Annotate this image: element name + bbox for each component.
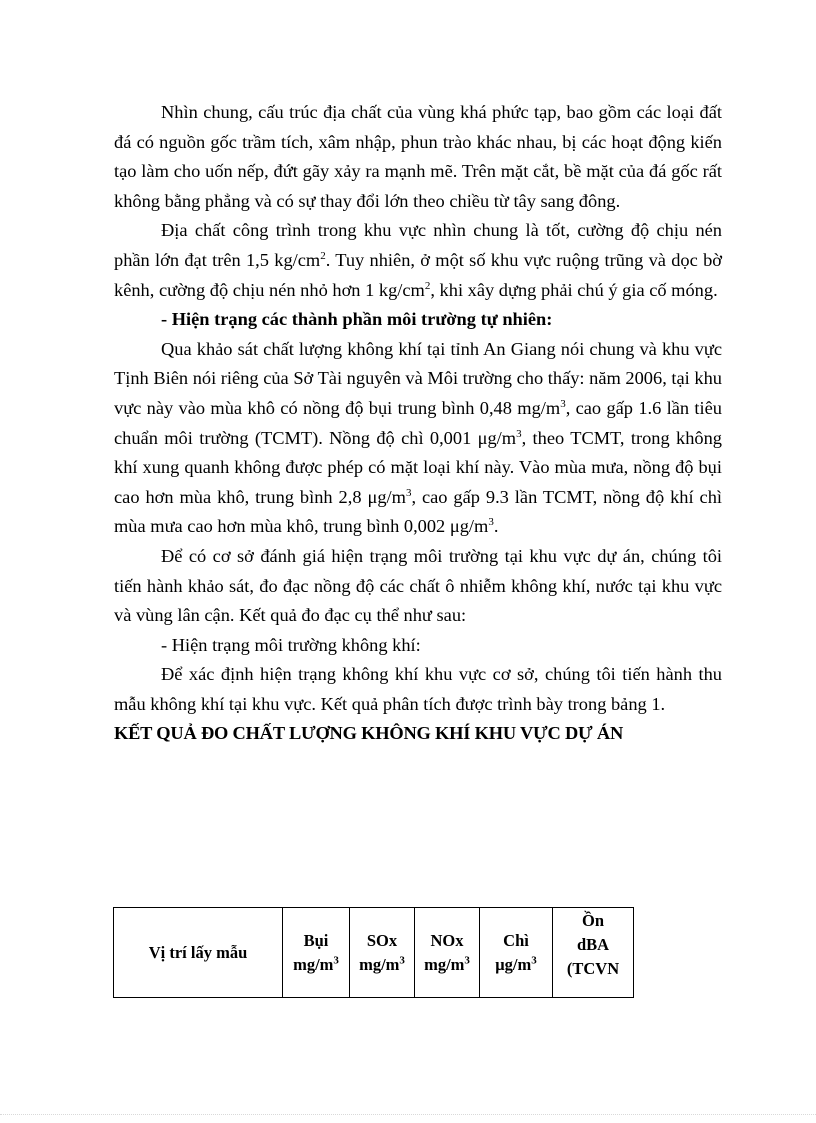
paragraph-sampling: Để xác định hiện trạng không khí khu vực cơ sở, chúng tôi tiến hành thu mẫu không khí tại khu vực. Kết quả phân tích được trình bày trong bảng 1. xyxy=(114,664,722,714)
header-lead: Chì $\mu g/m^3$ xyxy=(480,908,553,998)
section-heading-natural-environment: - Hiện trạng các thành phần môi trường tự nhiên: xyxy=(161,309,553,330)
air-quality-table xyxy=(113,907,634,998)
header-nox: NOx $mg/m^3$ xyxy=(415,908,480,998)
header-sampling-location: Vị trí lấy mẫu xyxy=(114,908,283,998)
section-heading-air-environment: - Hiện trạng môi trường không khí: xyxy=(161,634,421,655)
table-title: KẾT QUẢ ĐO CHẤT LƯỢNG KHÔNG KHÍ KHU VỰC DỰ ÁN xyxy=(114,723,624,744)
paragraph-assessment-basis: Để có cơ sở đánh giá hiện trạng môi trường tại khu vực dự án, chúng tôi tiến hành khảo sát, đo đạc nồng độ các chất ô nhiễm không khí, nước tại khu vực và vùng lân cận. Kết quả đo đạc cụ thể như sau: xyxy=(114,545,722,626)
header-noise: Ồn dBA (TCVN xyxy=(553,908,634,998)
paragraph-air-quality-survey: Qua khảo sát chất lượng không khí tại tỉnh An Giang nói chung và khu vực Tịnh Biên nói riêng của Sở Tài nguyên và Môi trường cho thấy: năm 2006, tại khu vực này vào mùa khô có nồng độ bụi trung bình 0,48 $mg/m^3$, cao gấp 1.6 lần tiêu chuẩn môi trường (TCMT). Nồng độ chì 0,001 $\mu g/m^3$, theo TCMT, trong không khí xung quanh không được phép có mặt loại khí này. Vào mùa mưa, nồng độ bụi cao hơn mùa khô, trung bình 2,8 $\mu g/m^3$, cao gấp 9.3 lần TCMT, nồng độ khí chì mùa mưa cao hơn mùa khô, trung bình 0,002 $\mu g/m^3$. xyxy=(114,338,723,537)
header-sox: SOx $mg/m^3$ xyxy=(350,908,415,998)
body-text xyxy=(114,98,722,749)
table-header-row xyxy=(114,908,634,998)
paragraph-engineering-geology: Địa chất công trình trong khu vực nhìn chung là tốt, cường độ chịu nén phần lớn đạt trên 1,5 $kg/cm^2$. Tuy nhiên, ở một số khu vực ruộng trũng và dọc bờ kênh, cường độ chịu nén nhỏ hơn 1 $kg/cm^2$, khi xây dựng phải chú ý gia cố móng. xyxy=(114,220,722,300)
header-dust: Bụi $mg/m^3$ xyxy=(283,908,350,998)
page-bottom-divider xyxy=(0,1114,816,1115)
paragraph-geology-structure: Nhìn chung, cấu trúc địa chất của vùng khá phức tạp, bao gồm các loại đất đá có nguồn gốc trầm tích, xâm nhập, phun trào khác nhau, bị các hoạt động kiến tạo làm cho uốn nếp, đứt gãy xảy ra mạnh mẽ. Trên mặt cắt, bề mặt của đá gốc rất không bằng phẳng và có sự thay đổi lớn theo chiều từ tây sang đông. xyxy=(114,102,722,211)
